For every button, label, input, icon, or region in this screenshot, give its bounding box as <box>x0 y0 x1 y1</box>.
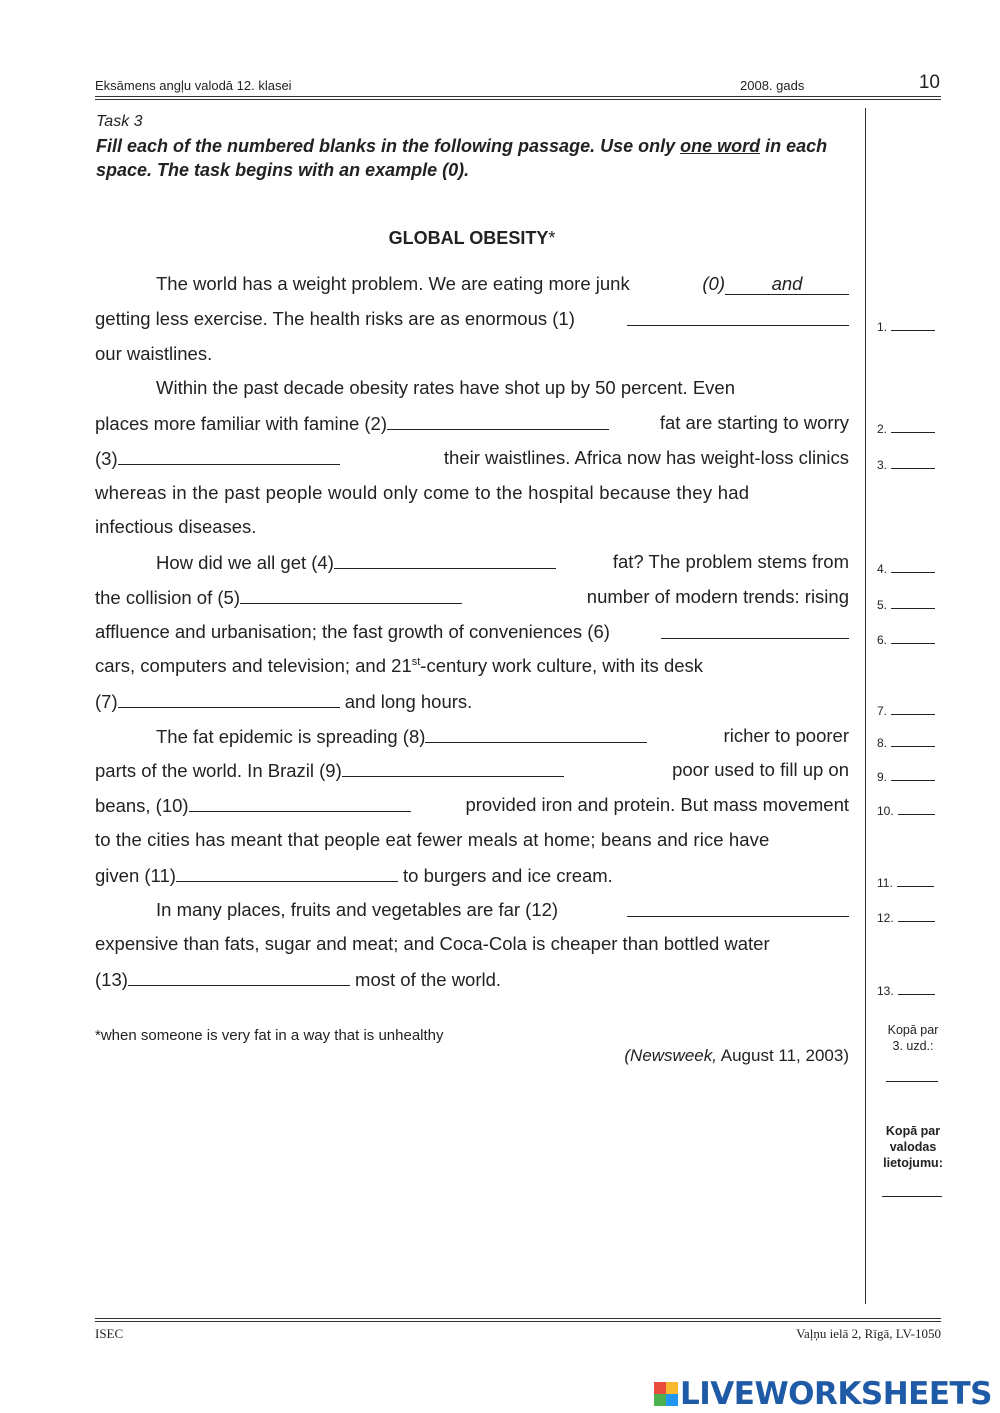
passage-line-2: getting less exercise. The health risks are as enormous (1) <box>95 306 849 332</box>
passage-line-14: The fat epidemic is spreading (8) richer to poorer <box>156 725 849 747</box>
page-number: 10 <box>918 72 940 93</box>
passage-line-10: the collision of (5) number of modern trends: rising <box>95 586 849 608</box>
passage-line-7: whereas in the past people would only come to the hospital because they had <box>95 482 750 503</box>
passage-line-9: How did we all get (4) fat? The problem stems from <box>156 551 849 573</box>
passage-line-1: The world has a weight problem. We are eating more junk (0) and <box>95 271 849 297</box>
footer-rule <box>95 1321 941 1322</box>
blank-9[interactable] <box>342 757 564 777</box>
passage-line-12: cars, computers and television; and 21st-century work culture, with its desk <box>95 655 704 676</box>
answer-slot-6[interactable]: 6. <box>877 633 935 647</box>
answer-slot-2[interactable]: 2. <box>877 422 935 436</box>
blank-6[interactable] <box>661 619 849 639</box>
answer-slot-5[interactable]: 5. <box>877 598 935 612</box>
task-label: Task 3 <box>96 113 143 130</box>
liveworksheets-logo <box>654 1376 992 1412</box>
blank-11[interactable] <box>176 862 398 882</box>
passage-line-17: to the cities has meant that people eat fewer meals at home; beans and rice have <box>95 829 770 850</box>
footer-organization: ISEC <box>95 1326 124 1341</box>
answer-slot-12[interactable]: 12. <box>877 911 935 925</box>
answer-slot-1[interactable]: 1. <box>877 320 935 334</box>
passage-line-11: affluence and urbanisation; the fast growth of conveniences (6) <box>95 619 849 645</box>
passage-line-13: (7) and long hours. <box>95 688 849 714</box>
blank-1[interactable] <box>627 306 849 326</box>
liveworksheets-logo-icon <box>654 1382 678 1406</box>
answer-slot-4[interactable]: 4. <box>877 562 935 576</box>
answer-slot-10[interactable]: 10. <box>877 804 935 818</box>
total-task-label: Kopā par 3. uzd.: <box>887 1023 939 1053</box>
passage-line-21: (13) most of the world. <box>95 966 849 992</box>
passage-title: GLOBAL OBESITY* <box>388 228 556 248</box>
total-usage-field[interactable] <box>882 1196 942 1197</box>
header-rule <box>95 96 941 97</box>
task-instruction: Fill each of the numbered blanks in the following passage. Use only one word in each space. The task begins with an example (0). <box>96 136 828 180</box>
blank-8[interactable] <box>425 723 647 743</box>
passage-line-15: parts of the world. In Brazil (9) poor used to fill up on <box>95 759 849 781</box>
answer-slot-3[interactable]: 3. <box>877 458 935 472</box>
passage-line-16: beans, (10) provided iron and protein. But mass movement <box>95 794 849 816</box>
header-year: 2008. gads <box>740 78 805 93</box>
passage-line-5: places more familiar with famine (2) fat are starting to worry <box>95 412 849 434</box>
blank-12[interactable] <box>627 897 849 917</box>
total-usage-label: Kopā par valodas lietojumu: <box>883 1124 943 1170</box>
passage-line-6: (3) their waistlines. Africa now has weight-loss clinics <box>95 447 849 469</box>
blank-5[interactable] <box>240 584 462 604</box>
header-rule-thin <box>95 99 941 100</box>
liveworksheets-logo-text: LIVEWORKSHEETS <box>680 1376 992 1412</box>
source-citation: (Newsweek, August 11, 2003) <box>624 1046 849 1065</box>
answer-slot-9[interactable]: 9. <box>877 770 935 784</box>
footnote: *when someone is very fat in a way that is unhealthy <box>95 1027 444 1044</box>
footer-address: Vaļņu ielā 2, Rīgā, LV-1050 <box>796 1326 941 1341</box>
blank-10[interactable] <box>189 792 411 812</box>
passage-line-3: our waistlines. <box>95 343 213 364</box>
passage-line-20: expensive than fats, sugar and meat; and Coca-Cola is cheaper than bottled water <box>95 933 770 954</box>
passage-line-18: given (11) to burgers and ice cream. <box>95 862 849 888</box>
blank-13[interactable] <box>128 966 350 986</box>
header-exam-title: Eksāmens angļu valodā 12. klasei <box>95 78 292 93</box>
answer-slot-7[interactable]: 7. <box>877 704 935 718</box>
blank-2[interactable] <box>387 410 609 430</box>
answer-column-divider <box>865 108 866 1304</box>
blank-3[interactable] <box>118 445 340 465</box>
blank-4[interactable] <box>334 549 556 569</box>
answer-slot-8[interactable]: 8. <box>877 736 935 750</box>
passage-line-19: In many places, fruits and vegetables are far (12) <box>95 897 849 923</box>
passage-line-4: Within the past decade obesity rates have shot up by 50 percent. Even <box>156 377 735 398</box>
total-task-field[interactable] <box>886 1081 938 1082</box>
answer-slot-13[interactable]: 13. <box>877 984 935 998</box>
footer-rule-thin <box>95 1318 941 1319</box>
blank-7[interactable] <box>118 688 340 708</box>
answer-slot-11[interactable]: 11. <box>877 876 934 890</box>
passage-line-8: infectious diseases. <box>95 516 257 537</box>
example-answer: and <box>725 273 849 295</box>
